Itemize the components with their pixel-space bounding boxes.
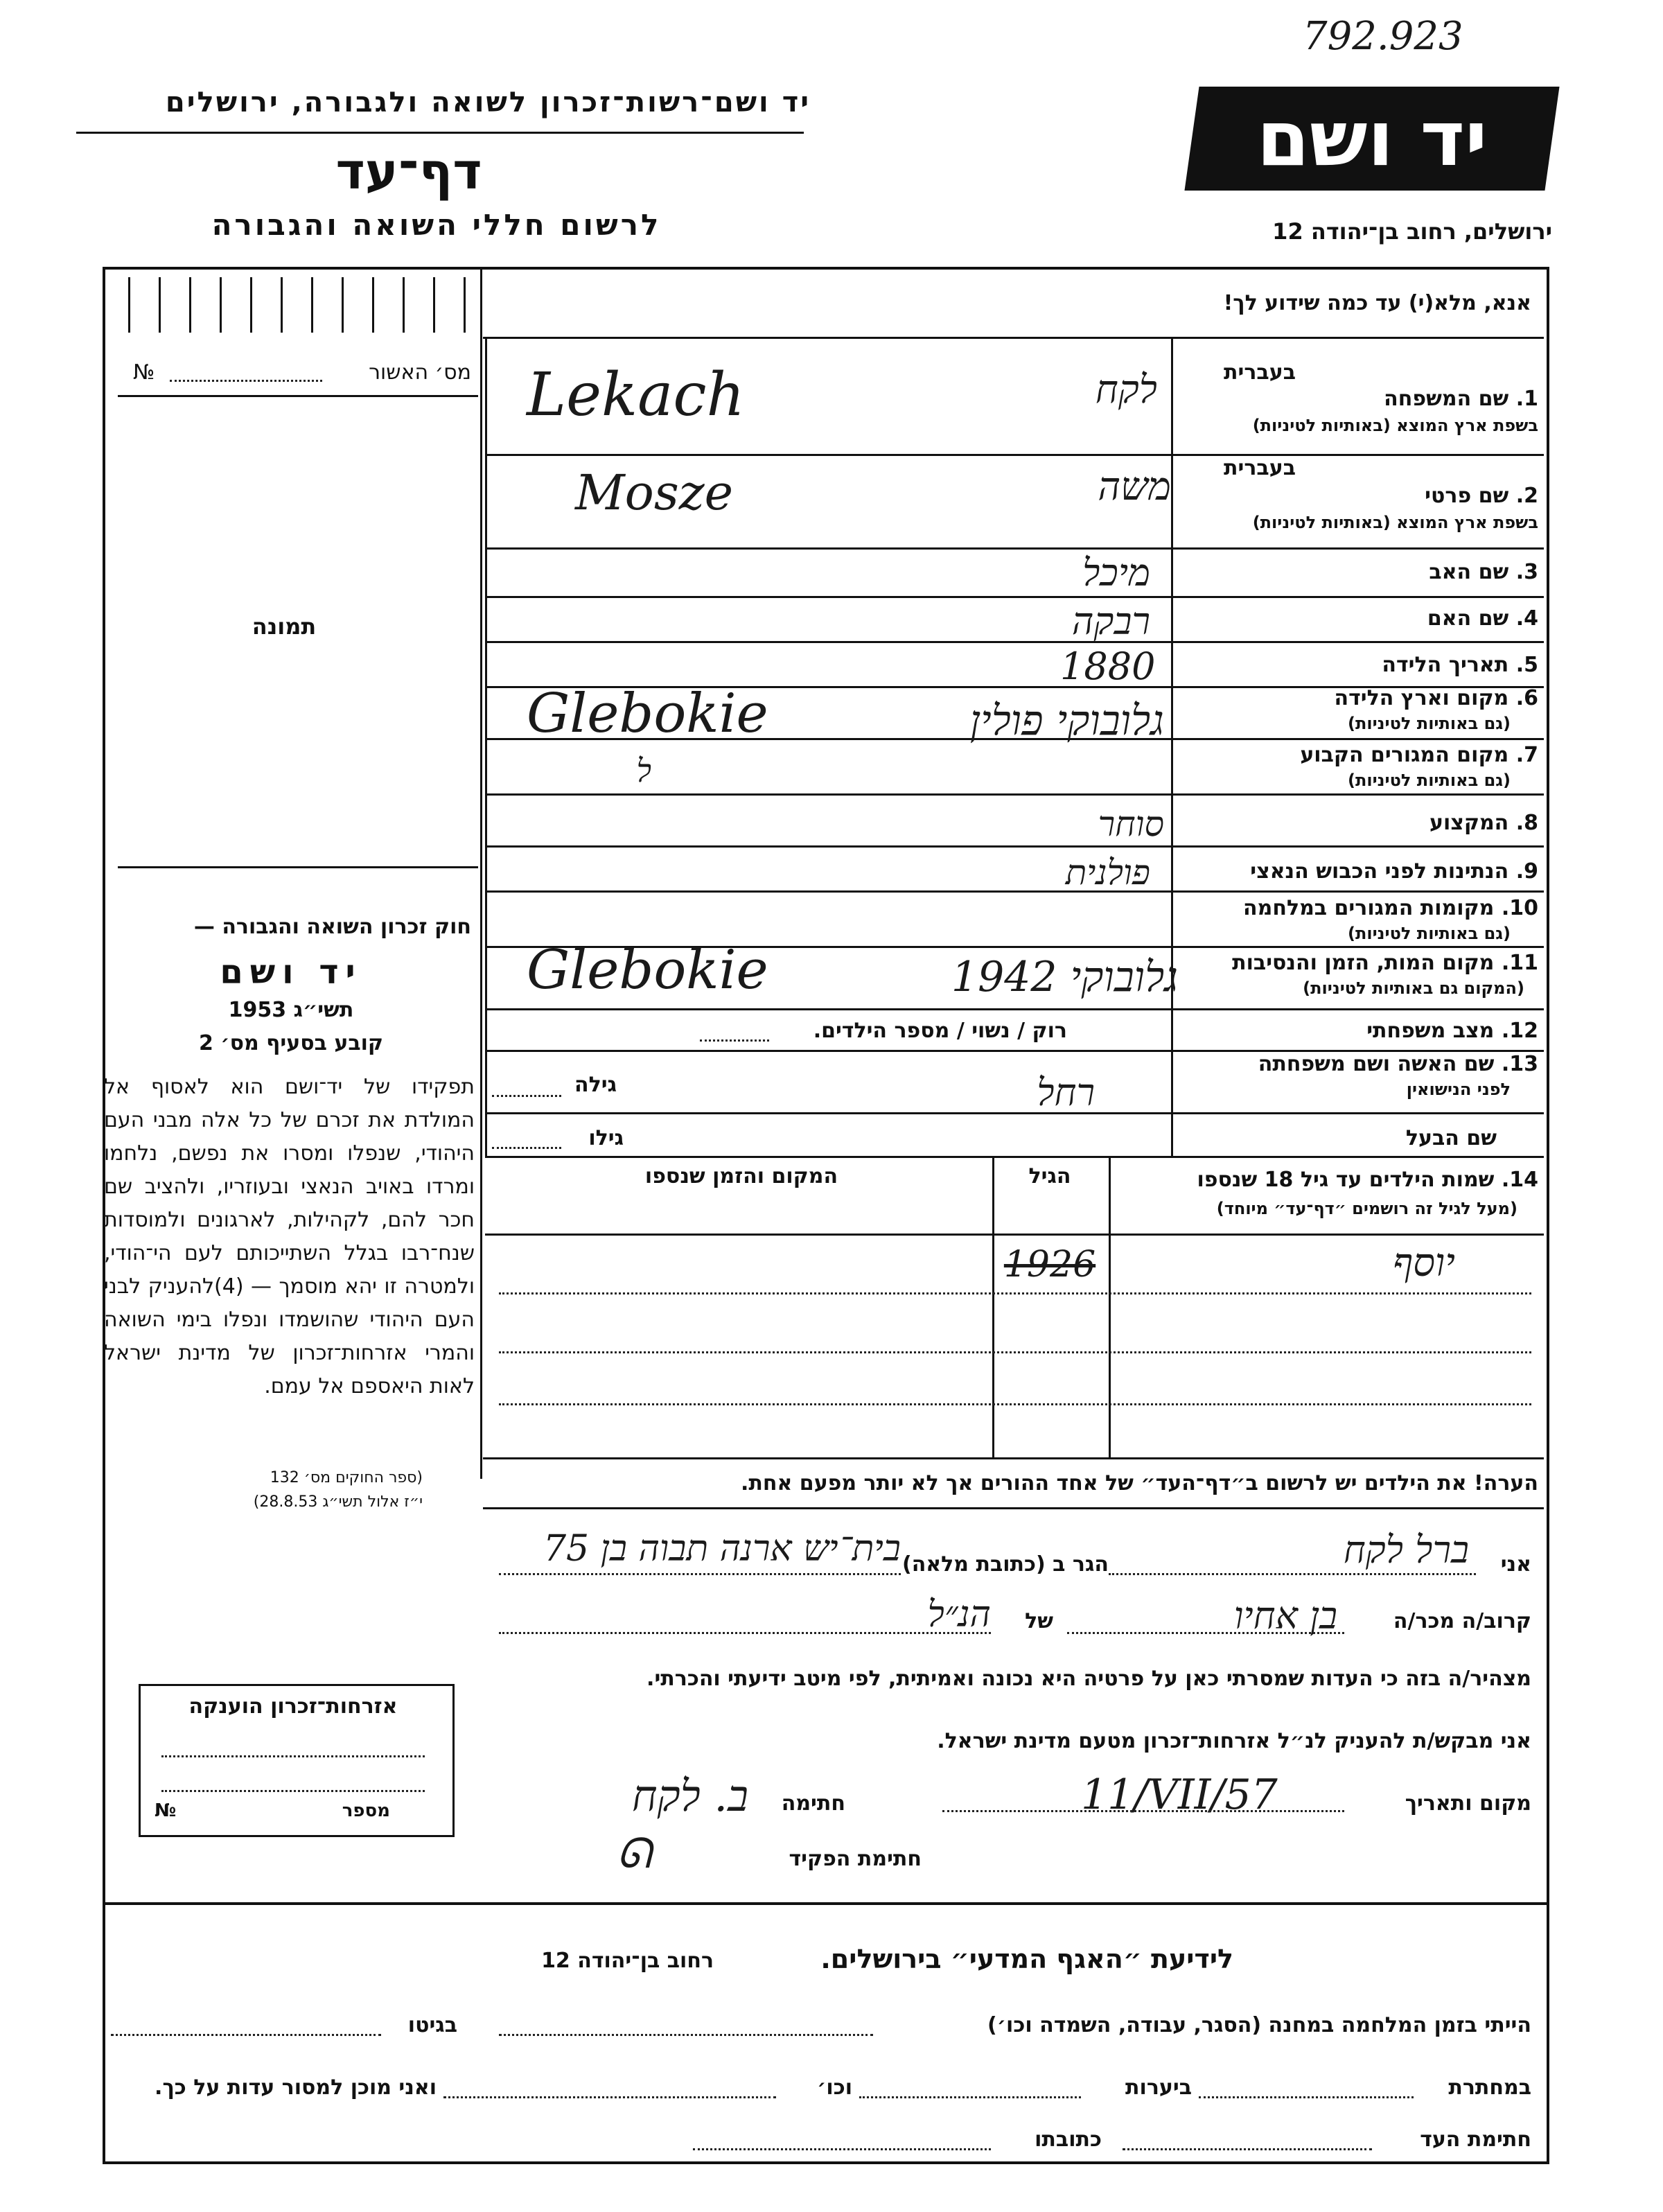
row-rule	[485, 793, 1544, 796]
relation-label: קרוב/ה מכר/ה	[1393, 1609, 1531, 1633]
form-subtitle: לרשום חללי השואה והגבורה	[211, 208, 662, 242]
footer-heading: לידיעת ״האגף המדעי״ בירושלים.	[820, 1944, 1233, 1974]
field-11-sub: (המקום גם באותיות לטיניות)	[1303, 978, 1524, 998]
field-6-label	[1178, 686, 1538, 710]
children-label: 14. שמות הילדים עד גיל 18 שנספו	[1197, 1168, 1538, 1192]
children-header-rule	[485, 1234, 1544, 1236]
field-4-label	[1178, 606, 1538, 631]
field-12-label	[1178, 1019, 1538, 1043]
field-11-name: מקום המות, הזמן והנסיבות	[1232, 951, 1495, 975]
footer-address-field[interactable]	[693, 2148, 991, 2150]
field-6-sub: (גם באותיות לטיניות)	[1348, 714, 1511, 733]
field-5-label	[1178, 653, 1538, 677]
field-3-label	[1178, 560, 1538, 584]
child-row-rule	[499, 1292, 1531, 1294]
footer-address: רחוב בן־יהודה 12	[541, 1949, 714, 1973]
institution-underline	[76, 132, 804, 134]
row-rule	[485, 845, 1544, 848]
footer-address-label: כתובתו	[1035, 2127, 1102, 2152]
citizenship-title: אזרחות־זכרון הוענקה	[188, 1694, 398, 1719]
col-age-header: הגיל	[1028, 1164, 1071, 1188]
witness-address[interactable]: בית־יש ארנה תבוה בן 75	[543, 1528, 901, 1570]
value-column-divider	[485, 338, 487, 1156]
field-4-num: 4.	[1515, 606, 1538, 631]
children-bottom-rule	[483, 1457, 1544, 1459]
first-name-latin[interactable]: Mosze	[575, 464, 734, 521]
field-10-label	[1178, 896, 1538, 920]
field-13-num: 13.	[1501, 1052, 1538, 1076]
footer-rule	[103, 1902, 1547, 1905]
field-1-num: 1.	[1515, 387, 1538, 411]
declaration-text: מצהיר/ה בזה כי העדות שמסרתי כאן על פרטיה היא נכונה ואמיתית, לפי מיטב ידיעתי והכרתי.	[646, 1667, 1531, 1691]
mother-name[interactable]: רבקה	[1071, 599, 1150, 643]
signature-label: חתימה	[781, 1791, 845, 1816]
approval-no-label: №	[133, 360, 155, 385]
footer-forests-label: ביערות	[1125, 2075, 1192, 2100]
field-2-name: שם פרטי	[1425, 484, 1509, 508]
footer-testimony-text: ואני מוכן למסור עדות על כך.	[155, 2075, 437, 2100]
marital-options: רוק / נשוי / מספר הילדים.	[813, 1019, 1067, 1043]
place-date-field	[942, 1810, 1344, 1812]
approval-rule	[118, 395, 478, 397]
field-2-num: 2.	[1515, 484, 1538, 508]
field-1-name: שם המשפחה	[1384, 387, 1509, 411]
field-9-name: הנתינות לפני הכבוש הנאצי	[1250, 859, 1509, 884]
field-9-num: 9.	[1515, 859, 1538, 884]
citizenship-line-1[interactable]	[161, 1755, 425, 1757]
residence[interactable]: ל	[636, 752, 651, 789]
field-8-name: המקצוע	[1429, 811, 1509, 835]
relation-value[interactable]: בן אחיו	[1233, 1594, 1337, 1638]
footer-ghetto-field[interactable]	[111, 2034, 381, 2036]
footer-etc-label: וכו׳	[817, 2075, 852, 2100]
witness-name-field	[1109, 1573, 1476, 1575]
birth-place-hebrew[interactable]: גלובוקי פולין	[969, 696, 1164, 745]
citizenship-number-label: מספר	[342, 1800, 390, 1821]
field-1-sub: בשפת ארץ המוצא (באותיות לטיניות)	[1252, 416, 1538, 435]
law-clause: קובע בסעיף מס׳ 2	[198, 1031, 384, 1055]
field-3-num: 3.	[1515, 560, 1538, 584]
place-date-value[interactable]: 11/VII/57	[1081, 1771, 1278, 1819]
field-3-name: שם האב	[1429, 560, 1509, 584]
footer-underground-field[interactable]	[1199, 2096, 1414, 2098]
approval-number-field[interactable]	[170, 380, 322, 382]
field-13-sub: לפני הנישואין	[1406, 1080, 1511, 1099]
row-rule	[485, 547, 1544, 550]
field-10-sub: (גם באותיות לטיניות)	[1348, 924, 1511, 943]
wife-age-label: גילה	[574, 1073, 617, 1097]
footer-ghetto-label: בגיטו	[407, 2013, 457, 2037]
wife-age-field[interactable]	[492, 1095, 561, 1097]
family-name-hebrew[interactable]: לקח	[1095, 367, 1157, 412]
husband-label: שם הבעל	[1405, 1126, 1497, 1150]
field-4-name: שם האם	[1427, 606, 1509, 631]
marital-field[interactable]	[700, 1039, 769, 1042]
col-place-header: המקום והזמן שנספו	[644, 1164, 838, 1188]
field-12-name: מצב משפחתי	[1366, 1019, 1495, 1043]
family-name-latin[interactable]: Lekach	[527, 360, 745, 430]
witness-name[interactable]: ברל לקח	[1343, 1528, 1469, 1572]
field-5-num: 5.	[1515, 653, 1538, 677]
children-col-2	[992, 1156, 994, 1457]
field-8-label	[1178, 811, 1538, 835]
first-name-hebrew[interactable]: משה	[1098, 464, 1171, 509]
place-date-label: מקום ותאריך	[1405, 1791, 1531, 1816]
footer-camp-text: הייתי בזמן המלחמה במחנה (הסגר, עבודה, השמדה וכו׳)	[987, 2013, 1531, 2037]
intro-rule	[483, 337, 1544, 339]
approval-number-label: מס׳ האשור	[369, 360, 471, 385]
footer-witness-sig-field[interactable]	[1123, 2148, 1372, 2150]
husband-age-field[interactable]	[492, 1147, 561, 1149]
row-rule	[485, 454, 1544, 456]
husband-age-label: גילו	[588, 1126, 624, 1150]
official-signature-mark: ᘏ	[617, 1829, 651, 1878]
institution-line: יד ושם־רשות־זכרון לשואה ולגבורה, ירושלים	[165, 87, 811, 119]
footer-forests-field[interactable]	[859, 2096, 1081, 2098]
field-7-sub: (גם באותיות לטיניות)	[1348, 771, 1511, 790]
logo-text: יד ושם	[1256, 94, 1488, 183]
footer-etc-field[interactable]	[443, 2096, 776, 2098]
left-column-divider	[480, 270, 482, 1479]
field-5-name: תאריך הלידה	[1382, 653, 1509, 677]
header-address: ירושלים, רחוב בן־יהודה 12	[1272, 218, 1552, 245]
photo-rule	[118, 866, 478, 868]
of-label: של	[1025, 1609, 1053, 1633]
barcode-boxes	[128, 277, 475, 333]
law-text: תפקידו של יד־ושם הוא לאסוף אל המולדת את זכרם של כל אלה מבני העם היהודי, שנפלו ומסרו את נפשם, נלחמו ומרדו באויב הנאצי ובעוזריו, ולהציב שם חכר להם, לקהילות, לארגונים ולמוסדות שנח־רבו בגלל השתייכותם לעם הי־הודי, ולמטרה זו יהא מוסמך — (4)להעניק לבני העם היהודי שהושמדו ונפלו בימי השואה והמרי אזרחות־זכרון של מדינת ישראל לאות היאספם אל עמם.	[104, 1075, 475, 1398]
citizenship[interactable]: פולנית	[1065, 852, 1150, 893]
yad-vashem-logo	[1184, 87, 1559, 191]
law-ref-2: י״ז אלול תשי״ג 28.8.53)	[253, 1493, 423, 1511]
child-age[interactable]: 1926	[1003, 1244, 1096, 1285]
witness-address-field	[499, 1573, 901, 1575]
field-13-name: שם האשה ושם משפחתה	[1258, 1052, 1495, 1076]
citizenship-line-2[interactable]	[161, 1790, 425, 1792]
photo-label: תמונה	[252, 613, 317, 640]
label-column-divider	[1171, 338, 1173, 1156]
wife-name[interactable]: רחל	[1037, 1071, 1095, 1114]
occupation[interactable]: סוחר	[1098, 804, 1164, 844]
field-7-label	[1178, 743, 1538, 767]
child-name[interactable]: יוסף	[1393, 1240, 1455, 1285]
footer-camp-field[interactable]	[499, 2034, 873, 2036]
field-2-sub: בשפת ארץ המוצא (באותיות לטיניות)	[1252, 513, 1538, 532]
law-ref-1: (ספר החוקים מס׳ 132	[270, 1469, 423, 1486]
child-row-rule	[499, 1403, 1531, 1405]
field-9-label	[1178, 859, 1538, 884]
note-text: הערה! את הילדים יש לרשום ב״דף־העד״ של אחד ההורים אך לא יותר מפעם אחת.	[741, 1471, 1538, 1495]
hebrew-label-2: בעברית	[1224, 456, 1296, 480]
law-title: חוק זכרון השואה והגבורה —	[193, 915, 471, 939]
i-label: אני	[1500, 1552, 1531, 1577]
field-8-num: 8.	[1515, 811, 1538, 835]
footer-underground-label: במחתרת	[1448, 2075, 1531, 2100]
of-field	[499, 1632, 991, 1634]
children-col-1	[1109, 1156, 1111, 1457]
death-place-hebrew[interactable]: גלובוקי 1942	[951, 953, 1178, 1001]
father-name[interactable]: מיכל	[1082, 551, 1150, 595]
note-rule	[483, 1507, 1544, 1509]
law-year: תשי״ג 1953	[228, 998, 354, 1022]
field-11-num: 11.	[1501, 951, 1538, 975]
field-11-label	[1178, 951, 1538, 975]
request-text: אני מבקש/ת להעניק לנ״ל אזרחות־זכרון מטעם מדינת ישראל.	[937, 1729, 1531, 1753]
field-13-label	[1178, 1052, 1538, 1076]
birth-place-latin[interactable]: Glebokie	[527, 683, 768, 745]
row-rule	[485, 1156, 1544, 1158]
field-1-label	[1178, 387, 1538, 411]
law-name: יד ושם	[220, 953, 362, 992]
row-rule	[485, 1008, 1544, 1010]
field-7-name: מקום המגורים הקבוע	[1300, 743, 1509, 767]
field-6-num: 6.	[1515, 686, 1538, 710]
children-sub: (מעל לגיל זה רושמים ״דף־עד״ מיוחד)	[1216, 1199, 1517, 1218]
field-12-num: 12.	[1501, 1019, 1538, 1043]
file-number: 792.923	[1303, 14, 1463, 59]
living-label: הגר ב (כתובת מלאה)	[901, 1552, 1109, 1577]
field-2-label	[1178, 484, 1538, 508]
field-6-name: מקום וארץ הלידה	[1334, 686, 1509, 710]
hebrew-label-1: בעברית	[1224, 360, 1296, 385]
official-signature-label: חתימת הפקיד	[789, 1847, 922, 1871]
field-10-num: 10.	[1501, 896, 1538, 920]
form-title: דף־עד	[335, 142, 482, 200]
citizenship-box	[139, 1684, 455, 1837]
form-intro: אנא, מלא(י) עד כמה שידוע לך!	[1223, 291, 1531, 315]
field-7-num: 7.	[1515, 743, 1538, 767]
citizenship-no-label: №	[155, 1800, 177, 1821]
of-value[interactable]: הנ״ל	[927, 1594, 991, 1635]
signature-value[interactable]: ב. לקח	[631, 1771, 748, 1821]
child-row-rule	[499, 1351, 1531, 1353]
row-rule	[485, 596, 1544, 598]
death-place-latin[interactable]: Glebokie	[527, 939, 768, 1001]
footer-witness-sig-label: חתימת העד	[1420, 2127, 1531, 2152]
relation-field	[1067, 1632, 1344, 1634]
field-10-name: מקומות המגורים במלחמה	[1243, 896, 1495, 920]
birth-date[interactable]: 1880	[1060, 644, 1156, 688]
